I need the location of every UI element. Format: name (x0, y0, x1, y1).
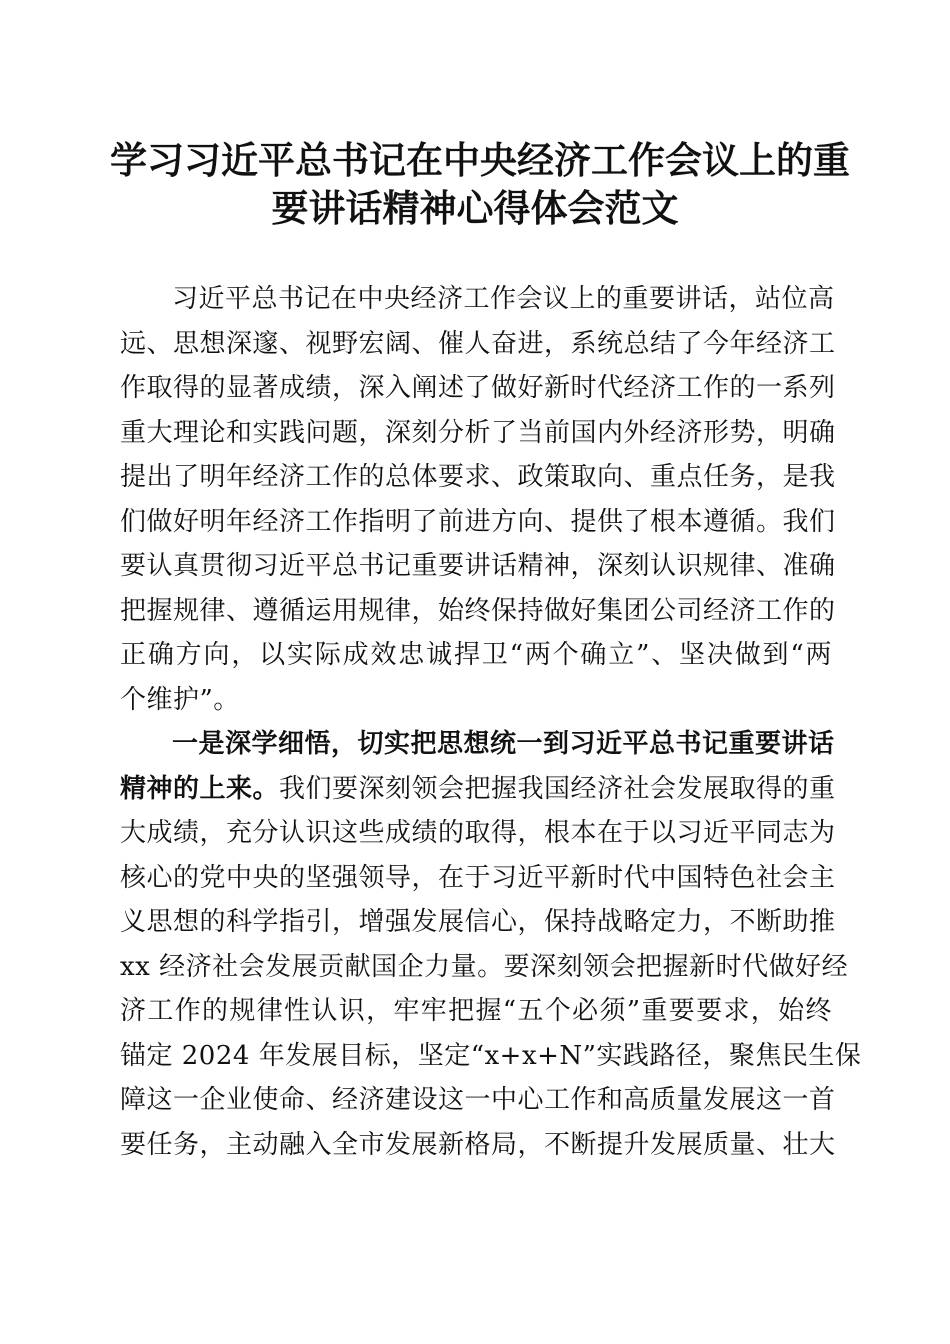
title-line-1: 学习习近平总书记在中央经济工作会议上的重 (110, 138, 850, 182)
paragraph-line: 们做好明年经济工作指明了前进方向、提供了根本遵循。我们 (120, 506, 836, 537)
paragraph-line: 要认真贯彻习近平总书记重要讲话精神，深刻认识规律、准确 (120, 551, 836, 581)
paragraph-line: 正确方向，以实际成效忠诚捍卫“两个确立”、坚决做到“两 (120, 640, 832, 670)
paragraph-line-rest: 我们要深刻领会把握我国经济社会发展取得的重 (279, 773, 836, 804)
paragraph-heading-line: 一是深学细悟，切实把思想统一到习近平总书记重要讲话 (172, 729, 835, 759)
paragraph-line: 大成绩，充分认识这些成绩的取得，根本在于以习近平同志为 (120, 818, 836, 848)
paragraph-2 (120, 722, 862, 1167)
paragraph-line: xx 经济社会发展贡献国企力量。要深刻领会把握新时代做好经 (120, 951, 849, 982)
paragraph-line: 核心的党中央的坚强领导，在于习近平新时代中国特色社会主 (120, 862, 836, 893)
document-title (110, 136, 850, 232)
paragraph-line: 提出了明年经济工作的总体要求、政策取向、重点任务，是我 (120, 462, 836, 492)
paragraph-line: 义思想的科学指引，增强发展信心，保持战略定力，不断助推 (120, 907, 836, 937)
paragraph-1 (120, 277, 836, 722)
paragraph-line: 济工作的规律性认识，牢牢把握“五个必须”重要要求，始终 (120, 996, 832, 1026)
title-line-2: 要讲话精神心得体会范文 (271, 186, 679, 230)
paragraph-line: 重大理论和实践问题，深刻分析了当前国内外经济形势，明确 (120, 417, 836, 448)
paragraph-line: 习近平总书记在中央经济工作会议上的重要讲话，站位高 (172, 284, 835, 314)
paragraph-line: 远、思想深邃、视野宏阔、催人奋进，系统总结了今年经济工 (120, 328, 836, 359)
document-body (120, 277, 862, 1167)
paragraph-line: 作取得的显著成绩，深入阐述了做好新时代经济工作的一系列 (120, 373, 836, 403)
paragraph-line: 要任务，主动融入全市发展新格局，不断提升发展质量、壮大 (120, 1129, 836, 1160)
paragraph-line (120, 767, 836, 812)
paragraph-line: 锚定 2024 年发展目标，坚定“x+x+N”实践路径，聚焦民生保 (120, 1040, 862, 1071)
paragraph-heading-end: 精神的上来。 (120, 773, 280, 804)
paragraph-line: 把握规律、遵循运用规律，始终保持做好集团公司经济工作的 (120, 595, 836, 626)
paragraph-line: 个维护”。 (120, 684, 240, 715)
paragraph-line: 障这一企业使命、经济建设这一中心工作和高质量发展这一首 (120, 1085, 836, 1115)
